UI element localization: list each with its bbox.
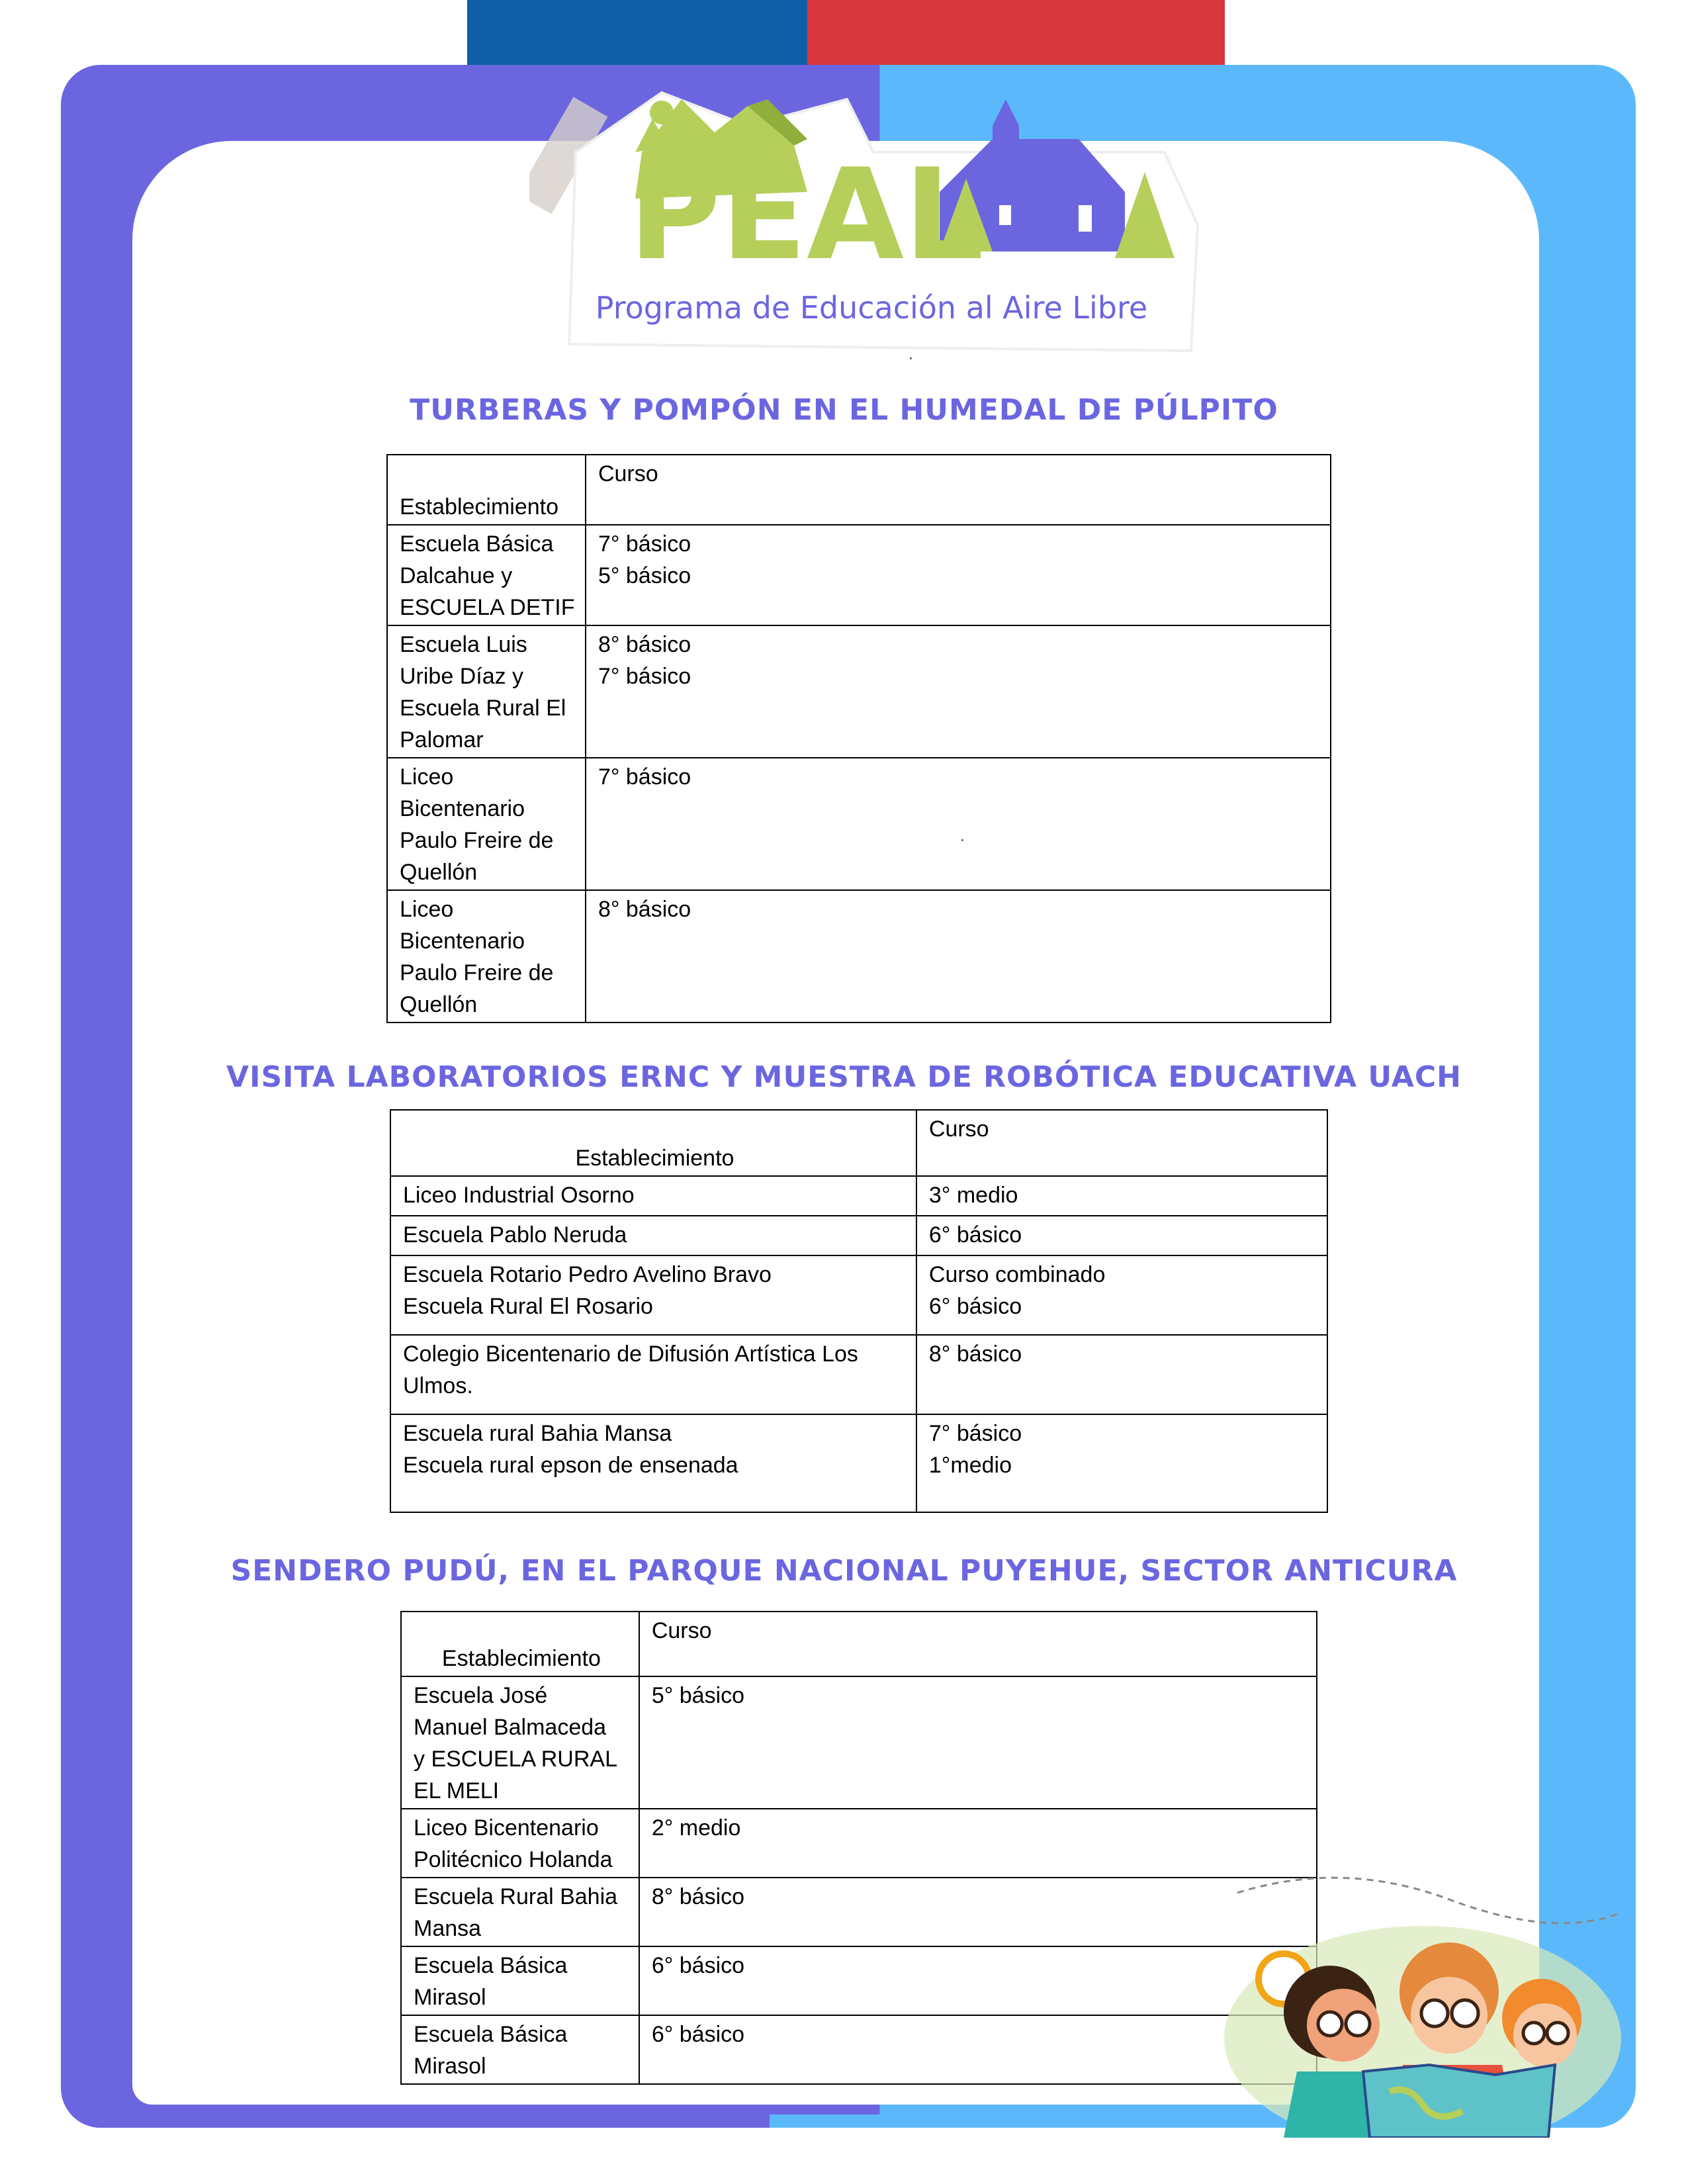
cell-curso: 7° básico 5° básico (586, 525, 1331, 625)
cell-establecimiento: Liceo Bicentenario Paulo Freire de Quellón (387, 758, 586, 890)
table-laboratorios (390, 1109, 1328, 1513)
header-curso: Curso (639, 1612, 1317, 1676)
cell-establecimiento: Escuela rural Bahia Mansa Escuela rural epson de ensenada (390, 1414, 916, 1512)
logo-subtitle: Programa de Educación al Aire Libre (595, 290, 1148, 326)
section-title-turberas: TURBERAS Y POMPÓN EN EL HUMEDAL DE PÚLPITO (410, 393, 1278, 427)
header-curso: Curso (916, 1110, 1327, 1176)
cell-curso: 6° básico (639, 1946, 1317, 2015)
cell-curso: 6° básico (916, 1216, 1327, 1255)
table-row (390, 1255, 1327, 1335)
table-header-row (390, 1110, 1327, 1176)
table-sendero (400, 1611, 1317, 2085)
header-establecimiento: Establecimiento (387, 455, 586, 525)
header-establecimiento: Establecimiento (390, 1110, 916, 1176)
table-turberas (386, 454, 1331, 1023)
table-row (401, 2015, 1317, 2084)
kids-illustration (1211, 1873, 1634, 2138)
cell-establecimiento: Escuela Rural Bahia Mansa (401, 1878, 639, 1946)
cell-curso: 8° básico (586, 890, 1331, 1023)
cell-curso: 7° básico 1°medio (916, 1414, 1327, 1512)
cell-curso: 8° básico 7° básico (586, 625, 1331, 758)
table-header-row (401, 1612, 1317, 1676)
table-row (401, 1878, 1317, 1946)
cell-curso: 8° básico (639, 1878, 1317, 1946)
section-title-sendero: SENDERO PUDÚ, EN EL PARQUE NACIONAL PUYEHUE, SECTOR ANTICURA (230, 1554, 1458, 1588)
table-row (387, 890, 1331, 1023)
table-row (390, 1335, 1327, 1414)
cell-establecimiento: Escuela Básica Mirasol (401, 2015, 639, 2084)
flag-stripe-red (807, 0, 1225, 65)
flag-stripe-blue (467, 0, 807, 65)
logo-word: PEAL (629, 142, 985, 288)
cell-establecimiento: Escuela Básica Mirasol (401, 1946, 639, 2015)
cell-establecimiento: Escuela José Manuel Balmaceda y ESCUELA RURAL EL MELI (401, 1676, 639, 1809)
table-row (390, 1414, 1327, 1512)
cell-establecimiento: Escuela Rotario Pedro Avelino Bravo Escuela Rural El Rosario (390, 1255, 916, 1335)
cell-curso: 6° básico (639, 2015, 1317, 2084)
kids-illustration-graphic (1211, 1873, 1634, 2138)
header-establecimiento: Establecimiento (401, 1612, 639, 1676)
stray-dot (910, 357, 912, 359)
table-row (387, 525, 1331, 625)
cell-curso: 3° medio (916, 1176, 1327, 1216)
cell-establecimiento: Liceo Bicentenario Politécnico Holanda (401, 1809, 639, 1878)
cell-establecimiento: Liceo Bicentenario Paulo Freire de Quellón (387, 890, 586, 1023)
cell-establecimiento: Escuela Básica Dalcahue y ESCUELA DETIF (387, 525, 586, 625)
cell-curso: Curso combinado 6° básico (916, 1255, 1327, 1335)
table-row (387, 758, 1331, 890)
cell-curso: 5° básico (639, 1676, 1317, 1809)
cell-establecimiento: Liceo Industrial Osorno (390, 1176, 916, 1216)
table-row (390, 1216, 1327, 1255)
table-row (401, 1946, 1317, 2015)
peal-logo (529, 73, 1204, 357)
cell-establecimiento: Escuela Pablo Neruda (390, 1216, 916, 1255)
table-row (387, 625, 1331, 758)
table-row (401, 1676, 1317, 1809)
cell-curso: 7° básico (586, 758, 1331, 890)
table-row (401, 1809, 1317, 1878)
table-header-row (387, 455, 1331, 525)
cell-establecimiento: Escuela Luis Uribe Díaz y Escuela Rural El Palomar (387, 625, 586, 758)
section-title-laboratorios: VISITA LABORATORIOS ERNC Y MUESTRA DE ROBÓTICA EDUCATIVA UACH (226, 1060, 1462, 1094)
cell-curso: 8° básico (916, 1335, 1327, 1414)
table-row (390, 1176, 1327, 1216)
cell-establecimiento: Colegio Bicentenario de Difusión Artística Los Ulmos. (390, 1335, 916, 1414)
cell-curso: 2° medio (639, 1809, 1317, 1878)
header-curso: Curso (586, 455, 1331, 525)
